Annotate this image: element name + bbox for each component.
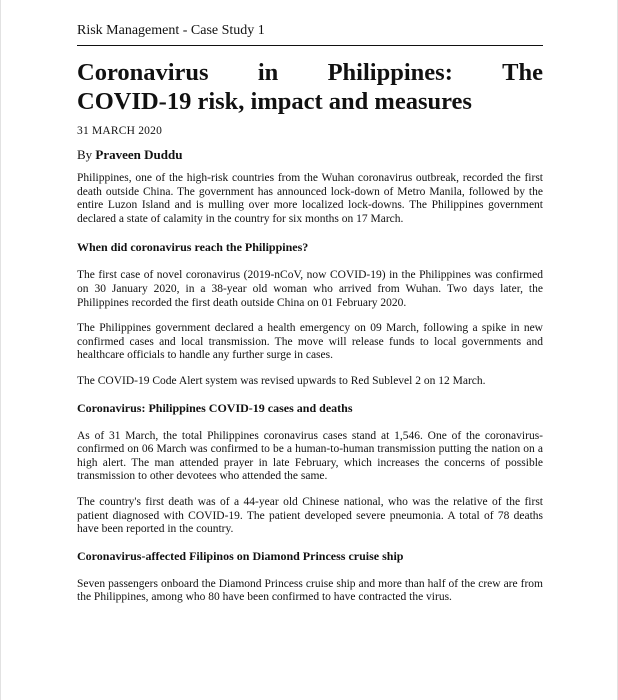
title-line-1 — [77, 58, 543, 87]
publication-date: 31 MARCH 2020 — [77, 125, 163, 137]
article-title — [77, 58, 543, 116]
title-word-philippines: Philippines: — [327, 59, 453, 86]
intro-paragraph: Philippines, one of the high-risk countries from the Wuhan coronavirus outbreak, recorded the first death outside China. The government has announced lock-down of Metro Manila, followed by the entire Luzon Island and is mulling over more localized lock-downs. The Philippines government declared a state of calamity in the country for six months on 17 March. — [77, 172, 543, 225]
paragraph-total-cases: As of 31 March, the total Philippines coronavirus cases stand at 1,546. One of the coronavirus-confirmed on 06 March was confirmed to be a human-to-human transmission putting the nation on a high alert. The man attended prayer in late February, which increases the concerns of possible transmission to other devotees who attended the same. — [77, 429, 543, 483]
section-heading-cases-deaths: Coronavirus: Philippines COVID-19 cases and deaths — [77, 400, 353, 415]
byline-prefix: By — [77, 147, 96, 162]
byline — [77, 147, 543, 163]
title-line-2: COVID-19 risk, impact and measures — [77, 88, 472, 115]
article-content — [77, 22, 543, 605]
paragraph-health-emergency: The Philippines government declared a health emergency on 09 March, following a spike in new confirmed cases and local transmission. The move will release funds to local governments and healthcare officials to handle any further surge in cases. — [77, 322, 543, 362]
title-word-coronavirus: Coronavirus — [77, 59, 209, 86]
section-heading-cruise-ship: Coronavirus-affected Filipinos on Diamond Princess cruise ship — [77, 548, 404, 563]
running-header: Risk Management - Case Study 1 — [77, 22, 543, 46]
paragraph-code-alert: The COVID-19 Code Alert system was revised upwards to Red Sublevel 2 on 12 March. — [77, 374, 486, 387]
paragraph-first-case: The first case of novel coronavirus (2019-nCoV, now COVID-19) in the Philippines was confirmed on 30 January 2020, in a 38-year old woman who arrived from Wuhan. Two days later, the Philippines recorded the first death outside China on 01 February 2020. — [77, 269, 543, 309]
section-heading-arrival: When did coronavirus reach the Philippines? — [77, 240, 309, 255]
title-word-in: in — [257, 59, 279, 86]
paragraph-diamond-princess: Seven passengers onboard the Diamond Princess cruise ship and more than half of the crew are from the Philippines, among who 80 have been confirmed to have contracted the virus. — [77, 577, 543, 604]
paragraph-first-death: The country's first death was of a 44-year old Chinese national, who was the relative of the first patient diagnosed with COVID-19. The patient developed severe pneumonia. A total of 78 deaths have been reported in the country. — [77, 495, 543, 536]
author-name: Praveen Duddu — [95, 147, 183, 162]
title-word-the: The — [502, 59, 543, 86]
